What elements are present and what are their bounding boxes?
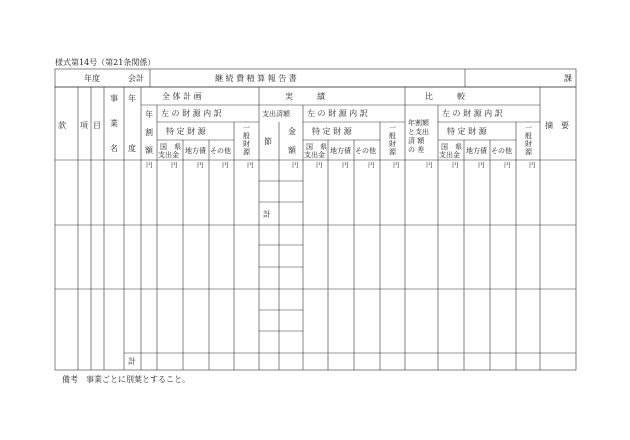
- col-kingaku-1: 金: [288, 127, 296, 136]
- unit-yen: 円: [393, 161, 400, 169]
- report-title: 継 続 費 精 算 報 告 書: [215, 74, 297, 83]
- col-ippan-2c: 財: [389, 140, 396, 148]
- col-nendo-2: 度: [128, 144, 136, 153]
- col-ippan-1b: 般: [243, 132, 250, 140]
- col-nenwari-2: 割: [145, 128, 153, 137]
- col-setsu: 節: [264, 137, 272, 146]
- unit-yen: 円: [452, 161, 459, 169]
- unit-yen: 円: [197, 161, 204, 169]
- grand-total-label: 計: [128, 357, 136, 366]
- unit-yen: 円: [171, 161, 178, 169]
- col-sonota-1: その他: [210, 147, 231, 155]
- col-kokuken-1a: 国 県: [160, 143, 181, 151]
- col-nenwari-sa-2: と支出: [408, 128, 429, 136]
- col-ippan-3a: 一: [525, 124, 532, 132]
- col-kokuken-2a: 国 県: [306, 143, 327, 151]
- col-hikaku: 比 較: [425, 92, 465, 101]
- col-kingaku-2: 額: [288, 146, 296, 155]
- col-kokuken-3a: 国 県: [441, 143, 462, 151]
- col-kokuken-1b: 支出金: [158, 151, 179, 159]
- col-jigyou-2: 業: [110, 119, 118, 128]
- col-chihousai-1: 地方債: [185, 147, 206, 155]
- unit-yen: 円: [478, 161, 485, 169]
- col-zentai-keikaku: 全 体 計 画: [162, 92, 202, 101]
- year-label: 年度: [84, 74, 100, 83]
- col-tokutei-zaigen-1: 特 定 財 源: [166, 127, 206, 136]
- col-chihousai-2: 地方債: [330, 147, 351, 155]
- subtotal-label: 計: [263, 210, 271, 219]
- col-ippan-2a: 一: [389, 124, 396, 132]
- remarks-note: [62, 374, 198, 385]
- col-tokutei-zaigen-3: 特 定 財 源: [447, 127, 487, 136]
- unit-yen: 円: [342, 161, 349, 169]
- col-jisseki: 実 績: [285, 92, 325, 101]
- col-hidari-zaigen-3: 左 の 財 源 内 訳: [442, 109, 503, 118]
- unit-yen: 円: [529, 161, 536, 169]
- unit-yen: 円: [292, 161, 299, 169]
- col-sonota-3: その他: [491, 147, 512, 155]
- unit-yen: 円: [426, 161, 433, 169]
- col-ippan-1c: 財: [243, 140, 250, 148]
- col-moku: 目: [93, 121, 101, 130]
- col-tekiyou: 摘 要: [545, 121, 569, 130]
- col-kokuken-3b: 支出金: [439, 151, 460, 159]
- col-ippan-3c: 財: [525, 140, 532, 148]
- col-nenwari-3: 額: [145, 146, 153, 155]
- col-ippan-1a: 一: [243, 124, 250, 132]
- unit-yen: 円: [316, 161, 323, 169]
- col-nenwari-1: 年: [145, 110, 153, 119]
- col-nenwari-sa-4: の 差: [408, 146, 425, 154]
- col-ippan-2d: 源: [389, 148, 396, 156]
- col-shishutsu-zumi: 支出済額: [262, 110, 290, 118]
- col-hidari-zaigen-1: 左 の 財 源 内 訳: [161, 109, 222, 118]
- col-jigyou-3: 名: [110, 144, 118, 153]
- col-ippan-3d: 源: [525, 148, 532, 156]
- form-number-label: 様式第14号（第21条関係）: [55, 58, 156, 67]
- unit-yen: 円: [504, 161, 511, 169]
- col-ippan-2b: 般: [389, 132, 396, 140]
- section-label: 課: [564, 74, 572, 83]
- col-tokutei-zaigen-2: 特 定 財 源: [312, 127, 352, 136]
- unit-yen: 円: [247, 161, 254, 169]
- col-ippan-1d: 源: [243, 148, 250, 156]
- col-ippan-3b: 般: [525, 132, 532, 140]
- col-nenwari-sa-1: 年割額: [408, 119, 429, 127]
- unit-yen: 円: [222, 161, 229, 169]
- col-kou: 項: [80, 121, 88, 130]
- col-sonota-2: その他: [355, 147, 376, 155]
- col-nendo-1: 年: [128, 94, 136, 103]
- col-nenwari-sa-3: 済 額: [408, 137, 425, 145]
- col-kokuken-2b: 支出金: [304, 151, 325, 159]
- unit-yen: 円: [146, 161, 153, 169]
- unit-yen: 円: [368, 161, 375, 169]
- unit-row: [146, 161, 536, 169]
- col-hidari-zaigen-2: 左 の 財 源 内 訳: [307, 109, 368, 118]
- col-chihousai-3: 地方債: [466, 147, 487, 155]
- remarks-label: 備考: [62, 375, 78, 384]
- col-kan: 款: [58, 121, 66, 130]
- account-label: 会計: [128, 74, 144, 83]
- col-jigyou-1: 事: [110, 94, 118, 103]
- remarks-text: 事業ごとに別葉とすること。: [86, 375, 190, 384]
